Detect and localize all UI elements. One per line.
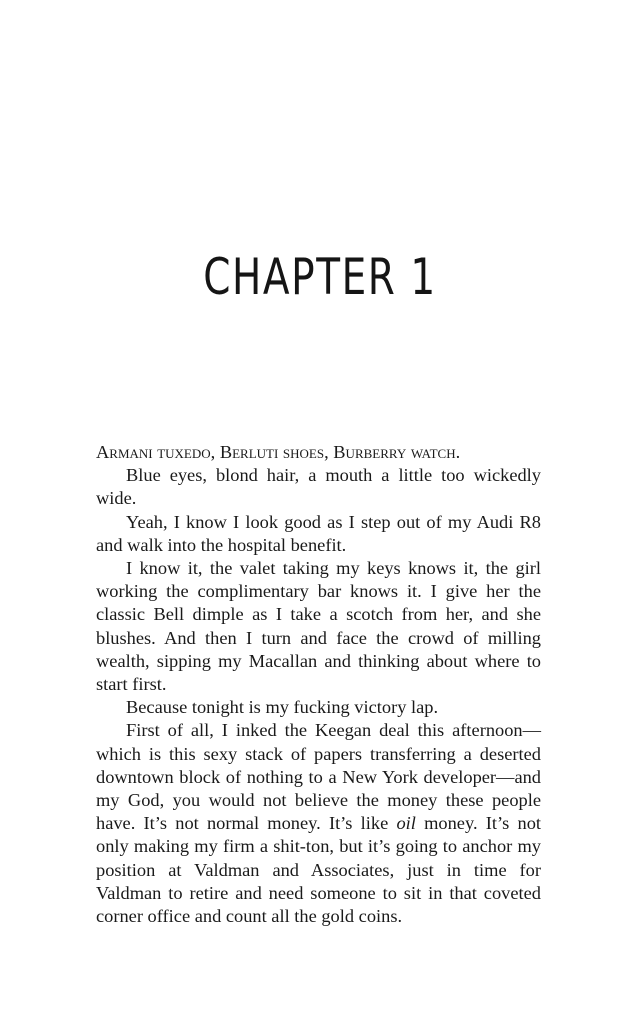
paragraph-6-after: money. It’s not only making my firm a shit-ton, but it’s going to anchor my position at Valdman and Associates, just in time for Valdman to retire and need someone to sit in that coveted corner office and count all the gold coins.	[96, 813, 542, 927]
paragraph-4: I know it, the valet taking my keys knows it, the girl working the complimentary bar knows it. I give her the classic Bell dimple as I take a scotch from her, and she blushes. And then I turn and face the crowd of milling wealth, sipping my Macallan and thinking about where to start first.	[96, 558, 541, 695]
paragraph-1	[96, 441, 541, 464]
paragraph-6	[96, 719, 541, 928]
paragraph-6-emphasis: oil	[396, 813, 416, 834]
opening-smallcaps: Armani tuxedo, Berluti shoes, Burberry watch.	[96, 442, 461, 462]
chapter-heading: CHAPTER 1	[203, 248, 437, 306]
paragraph-3: Yeah, I know I look good as I step out of my Audi R8 and walk into the hospital benefit.	[96, 511, 541, 555]
paragraph-2: Blue eyes, blond hair, a mouth a little too wickedly wide.	[96, 465, 541, 509]
chapter-body	[96, 441, 541, 928]
paragraph-5: Because tonight is my fucking victory lap.	[126, 697, 439, 718]
paragraph-6-before: First of all, I inked the Keegan deal this afternoon—which is this sexy stack of papers transferring a deserted downtown block of nothing to a New York developer—and my God, you would not believe the money these people have. It’s not normal money. It’s like	[96, 720, 541, 834]
